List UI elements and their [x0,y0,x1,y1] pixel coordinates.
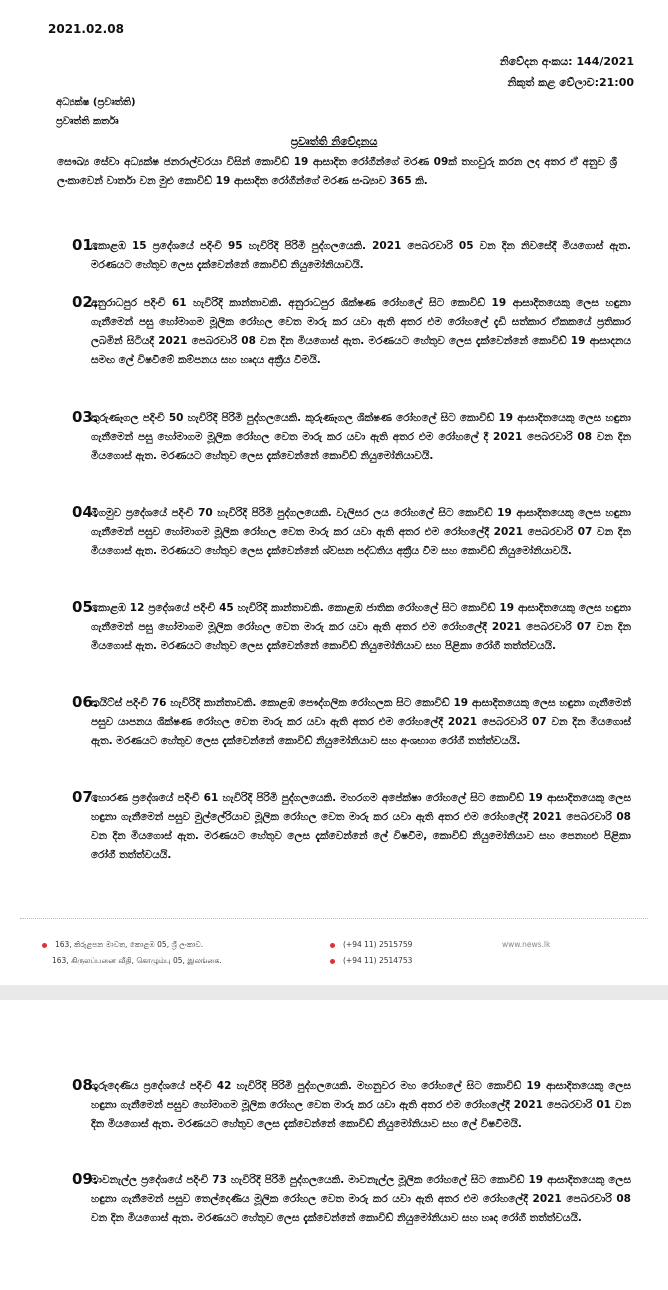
bullet-icon [42,943,47,948]
intro-paragraph: සෞඛ්‍ය සේවා අධ්‍යක්ෂ ජනරාල්වරයා විසින් කොවිඩ් 19 ආසාදිත රෝගීන්ගේ මරණ 09ක් තහවුරු කරන ලද අතර ඒ අනුව ශ්‍රී ලංකාවෙන් වාර්තා වන මුළු කොවිඩ් 19 ආසාදිත රෝගීන්ගේ මරණ සංඛ්‍යාව 365 කි. [57,156,617,187]
item-number: 07. [72,788,99,806]
item-text: ගුරුදෙණිය ප්‍රදේශයේ පදිංචි 42 හැවිරිදි පිරිමි පුද්ගලයෙකි. මහනුවර මහ රෝහලේ සිට කොවිඩ් 19 ආසාදිතයෙකු ලෙස හඳුනා ගැනීමෙන් පසුව හෝමාගම මූලික රෝහල වෙත මාරු කර යවා ඇති අතර එම රෝහලේදී 2021 පෙබරවාරි 01 වන දින මියගොස් ඇත. මරණයට හේතුව ලෙස දැක්වෙන්නේ කොවිඩ් නියුමෝනියාව සහ ලේ විෂවීමයි. [91,1080,631,1130]
item-text: අනුරාධපුර පදිංචි 61 හැවිරිදි කාන්තාවකි. අනුරාධපුර ශික්ෂණ රෝහලේ සිට කොවිඩ් 19 ආසාදිතයෙකු ලෙස හඳුනා ගැනීමෙන් පසු හෝමාගම මූලික රෝහල වෙත මාරු කර යවා ඇති අතර එම රෝහලේ දැඩි සත්කාර ඒකකයේ ප්‍රතිකාර ලබමින් සිටියදී 2021 පෙබරවාරි 08 වන දින මියගොස් ඇත. මරණයට හේතුව ලෙස දැක්වෙන්නේ කොවිඩ් 19 ආසාදනය සමඟ ලේ විෂවීමේ කම්පනය සහ හෘදය අක්‍රීය වීමයි. [91,297,631,366]
item-text: කයිට්ස් පදිංචි 76 හැවිරිදි කාන්තාවකි. කොළඹ පෞද්ගලික රෝහලක සිට කොවිඩ් 19 ආසාදිතයෙකු ලෙස හඳුනා ගැනීමෙන් පසුව යාපනය ශික්ෂණ රෝහල වෙත මාරු කර යවා ඇති අතර එම රෝහලේදී 2021 පෙබරවාරි 07 වන දින මියගොස් ඇත. මරණයට හේතුව ලෙස දැක්වෙන්නේ කොවිඩ් නියුමෝනියාව සහ අංශභාග රෝගී තත්ත්වයයි. [91,697,631,747]
item-text: මාවනැල්ල ප්‍රදේශයේ පදිංචි 73 හැවිරිදි පිරිමි පුද්ගලයෙකි. මාවනැල්ල මූලික රෝහලේ සිට කොවිඩ් 19 ආසාදිතයෙකු ලෙස හඳුනා ගැනීමෙන් පසුව තෙල්දෙණිය මූලික රෝහල වෙත මාරු කර යවා ඇති අතර එම රෝහලේදී 2021 පෙබරවාරි 08 වන දින මියගොස් ඇත. මරණයට හේතුව ලෙස දැක්වෙන්නේ කොවිඩ් නියුමෝනියාව සහ හෘද රෝගී තත්ත්වයයි. [91,1174,631,1224]
footer-website[interactable]: www.news.lk [502,940,551,949]
footer-address-sinhala: 163, කිරුළපන මාවත, කොළඹ 05, ශ්‍රී ලංකාව. [42,940,203,950]
page-title: ප්‍රවෘත්ති නිවේදනය [290,135,378,148]
footer-fax: (+94 11) 2514753 [330,956,412,965]
item-number: 06. [72,693,99,711]
item-number: 05. [72,598,99,616]
from-line: අධ්‍යක්ෂ (ප්‍රවෘත්ති) [56,97,136,108]
item-number: 04. [72,503,99,521]
item-number: 03. [72,408,99,426]
to-line: ප්‍රවෘත්ති කර්තෘ [56,116,119,127]
item-text: මීගමුව ප්‍රදේශයේ පදිංචි 70 හැවිරිදි පිරිමි පුද්ගලයෙකි. වැලිසර ලය රෝහලේ සිට කොවිඩ් 19 ආසාදිතයෙකු ලෙස හඳුනා ගැනීමෙන් පසුව හෝමාගම මූලික රෝහල වෙත මාරු කර යවා ඇති අතර එම රෝහලේදී 2021 පෙබරවාරි 07 වන දින මියගොස් ඇත. මරණයට හේතුව ලෙස දැක්වෙන්නේ ශ්වසන පද්ධතිය අක්‍රීය වීම සහ කොවිඩ් නියුමෝනියාවයි. [91,507,631,557]
item-text: කොළඹ 12 ප්‍රදේශයේ පදිංචි 45 හැවිරිදි කාන්තාවකි. කොළඹ ජාතික රෝහලේ සිට කොවිඩ් 19 ආසාදිතයෙකු ලෙස හඳුනා ගැනීමෙන් පසු හෝමාගම මූලික රෝහල වෙත මාරු කර යවා ඇති අතර එම රෝහලේදී 2021 පෙබරවාරි 07 වන දින මියගොස් ඇත. මරණයට හේතුව ලෙස දැක්වෙන්නේ කොවිඩ් නියුමෝනියාව සහ පිළිකා රෝගී තත්ත්වයයි. [91,602,631,652]
fax-icon [330,959,335,964]
item-number: 01. [72,236,99,254]
document-date: 2021.02.08 [48,22,124,36]
item-number: 09. [72,1170,99,1188]
item-text: කොළඹ 15 ප්‍රදේශයේ පදිංචි 95 හැවිරිදි පිරිමි පුද්ගලයෙකි. 2021 පෙබරවාරි 05 වන දින නිවසේදී මියගොස් ඇත. මරණයට හේතුව ලෙස දැක්වෙන්නේ කොවිඩ් නියුමෝනියාවයි. [91,240,631,271]
item-text: කුරුණෑගල පදිංචි 50 හැවිරිදි පිරිමි පුද්ගලයෙකි. කුරුණෑගල ශික්ෂණ රෝහලේ සිට කොවිඩ් 19 ආසාදිතයෙකු ලෙස හඳුනා ගැනීමෙන් පසු හෝමාගම මූලික රෝහල වෙත මාරු කර යවා ඇති අතර එම රෝහලේ දී 2021 පෙබරවාරි 08 වන දින මියගොස් ඇත. මරණයට හේතුව ලෙස දැක්වෙන්නේ කොවිඩ් නියුමෝනියාවයි. [91,412,631,462]
notice-number: නිවේදන අංකය: 144/2021 [499,55,634,68]
footer-address-tamil: 163, கிருலப்பனை வீதி, கொழும்பு 05, இலங்கை. [52,956,222,965]
footer-divider [20,918,648,920]
item-number: 08. [72,1076,99,1094]
page-separator [0,985,668,1000]
footer-phone: (+94 11) 2515759 [330,940,412,949]
phone-icon [330,943,335,948]
item-text: හොරණ ප්‍රදේශයේ පදිංචි 61 හැවිරිදි පිරිමි පුද්ගලයෙකි. මහරගම අපේක්ෂා රෝහලේ සිට කොවිඩ් 19 ආසාදිතයෙකු ලෙස හඳුනා ගැනීමෙන් පසුව මුල්ලේරියාව මූලික රෝහල වෙත මාරු කර යවා ඇති අතර එම රෝහලේදී 2021 පෙබරවාරි 08 වන දින මියගොස් ඇත. මරණයට හේතුව ලෙස දැක්වෙන්නේ ලේ විෂවීම, කොවිඩ් නියුමෝනියාව සහ පෙනහළු පිළිකා රෝගී තත්ත්වයයි. [91,792,631,861]
issued-time: නිකුත් කළ වේලාව:21:00 [507,76,634,89]
item-number: 02. [72,293,99,311]
document-page-2 [0,1000,668,1290]
